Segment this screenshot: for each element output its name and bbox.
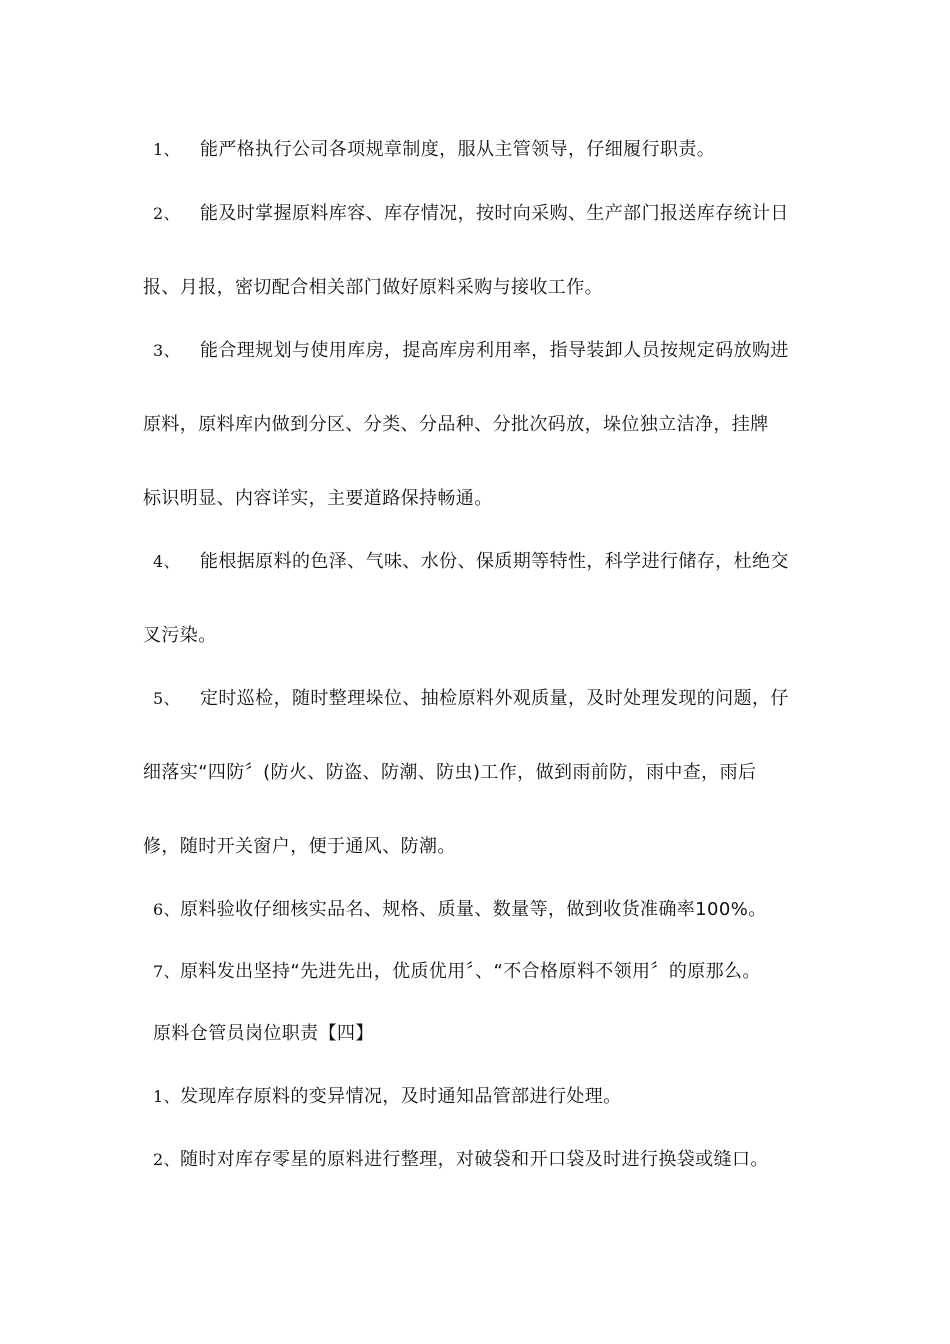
item-text: 标识明显、内容详实，主要道路保持畅通。 xyxy=(143,488,493,509)
item-text: 定时巡检，随时整理垛位、抽检原料外观质量，及时处理发现的问题，仔 xyxy=(199,688,789,709)
item-text: 细落实“四防〞(防火、防盗、防潮、防虫)工作，做到雨前防，雨中查，雨后 xyxy=(143,762,757,783)
list-item xyxy=(153,138,715,162)
item-text: 能根据原料的色泽、气味、水份、保质期等特性，科学进行储存，杜绝交 xyxy=(199,551,789,572)
item-text: 报、月报，密切配合相关部门做好原料采购与接收工作。 xyxy=(143,277,603,298)
item-text: 修，随时开关窗户，便于通风、防潮。 xyxy=(143,836,456,857)
item-text: 发现库存原料的变异情况，及时通知品管部进行处理。 xyxy=(179,1086,622,1107)
item-number: 2、 xyxy=(153,1150,180,1169)
item-number: 5、 xyxy=(153,689,180,708)
item-number: 4、 xyxy=(153,552,180,571)
item-text: 原料，原料库内做到分区、分类、分品种、分批次码放，垛位独立洁净，挂牌 xyxy=(143,414,769,435)
list-item xyxy=(153,687,789,711)
section-heading xyxy=(153,1022,374,1046)
section-heading-text: 原料仓管员岗位职责【四】 xyxy=(153,1023,374,1044)
item-number: 7、 xyxy=(153,962,180,981)
paragraph-line xyxy=(143,835,456,859)
item-text: 能合理规划与使用库房，提高库房利用率，指导装卸人员按规定码放购进 xyxy=(199,340,789,361)
list-item xyxy=(153,550,789,574)
item-text: 原料验收仔细核实品名、规格、质量、数量等，做到收货准确率100%。 xyxy=(179,899,767,920)
item-text: 叉污染。 xyxy=(143,625,217,646)
paragraph-line xyxy=(143,413,769,437)
item-number: 1、 xyxy=(153,140,180,159)
item-number: 2、 xyxy=(153,204,180,223)
list-item xyxy=(153,1148,769,1172)
paragraph-line xyxy=(143,276,603,300)
item-number: 1、 xyxy=(153,1087,180,1106)
item-number: 6、 xyxy=(153,900,180,919)
list-item xyxy=(153,898,767,922)
item-text: 随时对库存零星的原料进行整理，对破袋和开口袋及时进行换袋或缝口。 xyxy=(179,1149,769,1170)
list-item xyxy=(153,960,761,984)
list-item xyxy=(153,1085,622,1109)
paragraph-line xyxy=(143,487,493,511)
item-text: 原料发出坚持“先进先出，优质优用〞、“不合格原料不领用〞的原那么。 xyxy=(179,961,761,982)
item-text: 能严格执行公司各项规章制度，服从主管领导，仔细履行职责。 xyxy=(199,139,716,160)
list-item xyxy=(153,339,789,363)
paragraph-line xyxy=(143,761,756,785)
item-number: 3、 xyxy=(153,341,180,360)
item-text: 能及时掌握原料库容、库存情况，按时向采购、生产部门报送库存统计日 xyxy=(199,203,789,224)
list-item xyxy=(153,202,789,226)
paragraph-line xyxy=(143,624,217,648)
